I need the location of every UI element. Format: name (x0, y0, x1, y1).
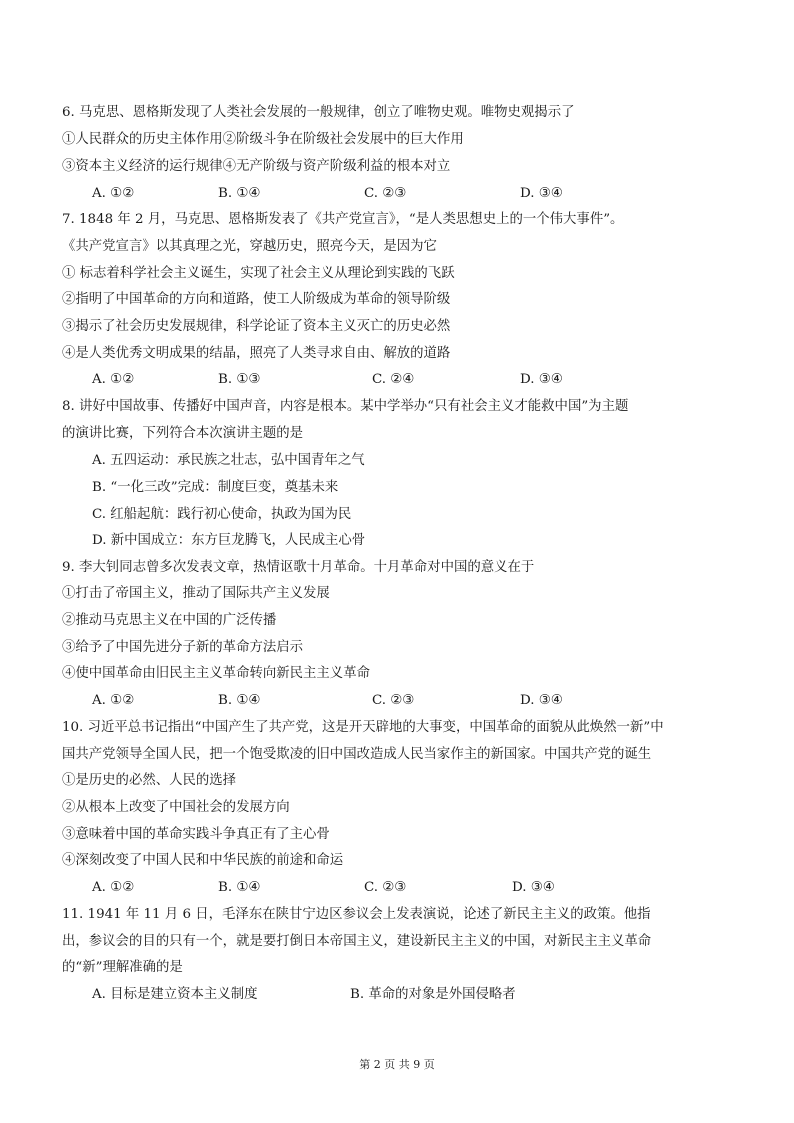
q10-stem-line-1: 10. 习近平总书记指出“中国产生了共产党，这是开天辟地的大事变，中国革命的面貌从此焕然一新”中 (62, 720, 664, 735)
q10-option-b: B. ①④ (218, 880, 261, 895)
q11-option-b: B. 革命的对象是外国侵略者 (350, 987, 516, 1002)
q8-option-a: A. 五四运动：承民族之壮志，弘中国青年之气 (92, 453, 365, 468)
q9-option-a: A. ①② (92, 693, 135, 708)
q7-statement-2: ②指明了中国革命的方向和道路，使工人阶级成为革命的领导阶级 (62, 292, 451, 307)
q9-option-b: B. ①④ (218, 693, 261, 708)
q10-statement-4: ④深刻改变了中国人民和中华民族的前途和命运 (62, 853, 344, 868)
q9-statement-4: ④使中国革命由旧民主主义革命转向新民主主义革命 (62, 666, 370, 681)
q7-option-a: A. ①② (92, 372, 135, 387)
q7-option-d: D. ③④ (520, 372, 563, 387)
q7-stem-line-2: 《共产党宣言》以其真理之光，穿越历史，照亮今天，是因为它 (62, 239, 437, 254)
q7-statement-1: ① 标志着科学社会主义诞生，实现了社会主义从理论到实践的飞跃 (62, 266, 455, 281)
q10-statement-3: ③意味着中国的革命实践斗争真正有了主心骨 (62, 827, 330, 842)
q9-option-c: C. ②③ (372, 693, 415, 708)
q11-option-a: A. 目标是建立资本主义制度 (92, 987, 258, 1002)
q6-option-a: A. ①② (92, 186, 135, 201)
q9-option-d: D. ③④ (520, 693, 563, 708)
q11-stem-line-1: 11. 1941 年 11 月 6 日，毛泽东在陕甘宁边区参议会上发表演说，论述了新民主主义的政策。他指 (62, 907, 651, 922)
q7-option-c: C. ②④ (372, 372, 415, 387)
q6-option-c: C. ②③ (364, 186, 407, 201)
q8-stem-line-2: 的演讲比赛，下列符合本次演讲主题的是 (62, 426, 304, 441)
q7-option-b: B. ①③ (218, 372, 261, 387)
q9-statement-2: ②推动马克思主义在中国的广泛传播 (62, 613, 277, 628)
q10-option-d: D. ③④ (512, 880, 555, 895)
q11-stem-line-2: 出，参议会的目的只有一个，就是要打倒日本帝国主义，建设新民主主义的中国，对新民主主义革命 (62, 934, 652, 949)
q9-statement-3: ③给予了中国先进分子新的革命方法启示 (62, 640, 304, 655)
q7-stem-line-1: 7. 1848 年 2 月，马克思、恩格斯发表了《共产党宣言》，“是人类思想史上的一个伟大事件”。 (62, 212, 624, 227)
page-number-footer: 第 2 页 共 9 页 (359, 1058, 435, 1071)
q9-stem: 9. 李大钊同志曾多次发表文章，热情讴歌十月革命。十月革命对中国的意义在于 (62, 560, 535, 575)
q6-statement-2: ③资本主义经济的运行规律④无产阶级与资产阶级利益的根本对立 (62, 159, 451, 174)
q11-stem-line-3: 的“新”理解准确的是 (62, 960, 183, 975)
q10-statement-1: ①是历史的必然、人民的选择 (62, 773, 237, 788)
q6-statement-1: ①人民群众的历史主体作用②阶级斗争在阶级社会发展中的巨大作用 (62, 132, 464, 147)
q8-stem-line-1: 8. 讲好中国故事、传播好中国声音，内容是根本。某中学举办“只有社会主义才能救中国”为主题 (62, 399, 629, 414)
q10-stem-line-2: 国共产党领导全国人民，把一个饱受欺凌的旧中国改造成人民当家作主的新国家。中国共产党的诞生 (62, 747, 652, 762)
q8-option-d: D. 新中国成立：东方巨龙腾飞，人民成主心骨 (92, 533, 366, 548)
q6-option-d: D. ③④ (520, 186, 563, 201)
q10-statement-2: ②从根本上改变了中国社会的发展方向 (62, 800, 290, 815)
q9-statement-1: ①打击了帝国主义，推动了国际共产主义发展 (62, 586, 330, 601)
q7-statement-3: ③揭示了社会历史发展规律，科学论证了资本主义灭亡的历史必然 (62, 319, 451, 334)
q10-option-a: A. ①② (92, 880, 135, 895)
q8-option-b: B. “一化三改”完成：制度巨变，奠基未来 (92, 480, 339, 495)
q6-option-b: B. ①④ (218, 186, 261, 201)
q8-option-c: C. 红船起航：践行初心使命，执政为国为民 (92, 507, 352, 522)
q10-option-c: C. ②③ (364, 880, 407, 895)
q7-statement-4: ④是人类优秀文明成果的结晶，照亮了人类寻求自由、解放的道路 (62, 346, 451, 361)
q6-stem: 6. 马克思、恩格斯发现了人类社会发展的一般规律，创立了唯物史观。唯物史观揭示了 (62, 105, 575, 120)
